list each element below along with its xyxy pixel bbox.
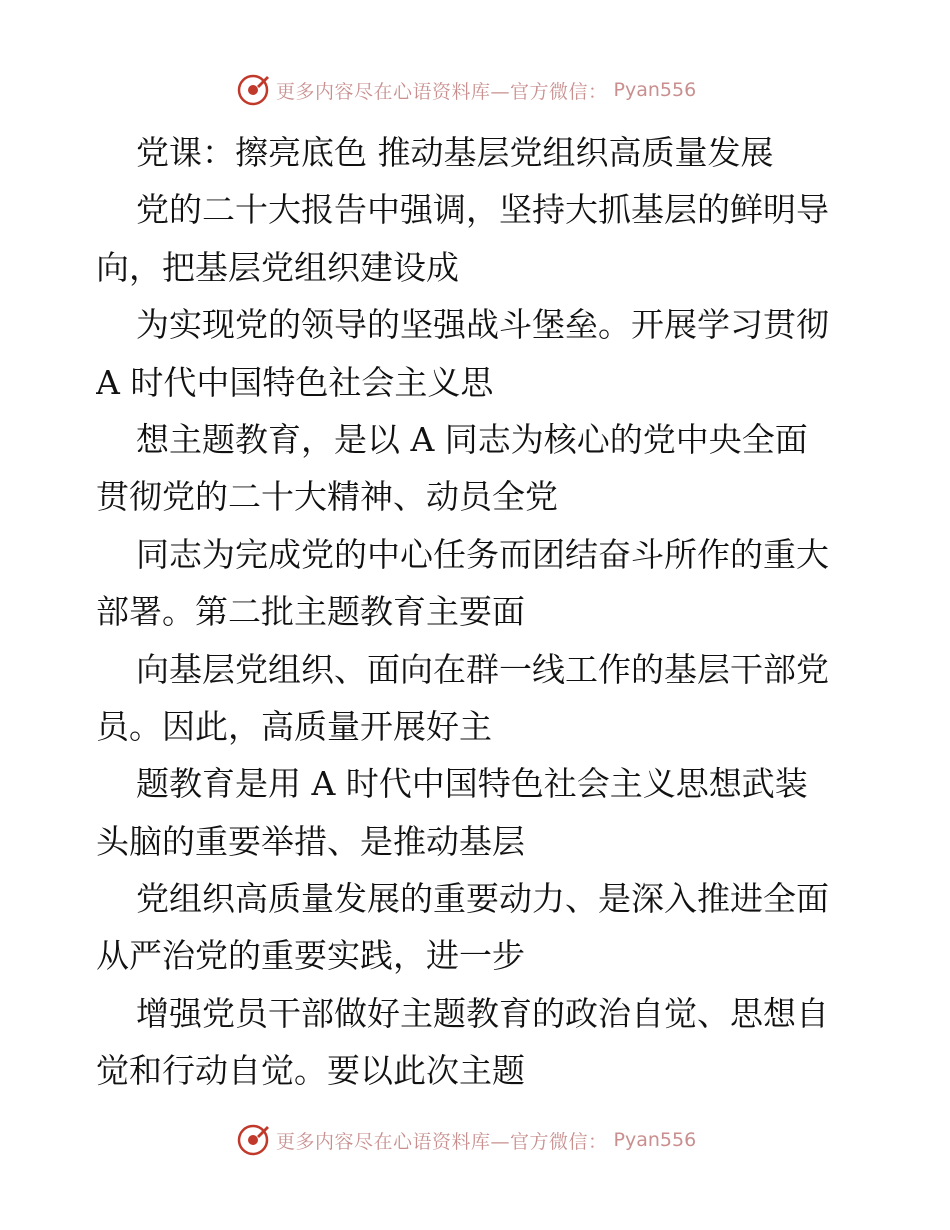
paragraph-line: 员。因此，高质量开展好主 [96, 706, 492, 746]
paragraph-line: 同志为完成党的中心任务而团结奋斗所作的重大 [136, 534, 829, 574]
pen-logo-icon [236, 73, 270, 107]
header-site-text: 更多内容尽在心语资料库—官方微信： [276, 80, 608, 103]
paragraph-line: 部署。第二批主题教育主要面 [96, 592, 525, 632]
document-body [96, 124, 866, 1100]
paragraph-line: 想主题教育，是以 A 同志为核心的党中央全面 [136, 419, 808, 459]
paragraph-line: 为实现党的领导的坚强战斗堡垒。开展学习贯彻 [136, 305, 829, 345]
paragraph-line: 向基层党组织、面向在群一线工作的基层干部党 [136, 649, 829, 689]
paragraph-line: 向，把基层党组织建设成 [96, 247, 459, 287]
paragraph-line: 党的二十大报告中强调，坚持大抓基层的鲜明导 [136, 190, 829, 230]
footer-wechat-id: Pyan556 [613, 1129, 697, 1151]
paragraph-line: A 时代中国特色社会主义思 [96, 362, 494, 402]
paragraph-line: 觉和行动自觉。要以此次主题 [96, 1051, 525, 1091]
footer-site-text: 更多内容尽在心语资料库—官方微信： [276, 1130, 608, 1153]
paragraph-line: 增强党员干部做好主题教育的政治自觉、思想自 [136, 993, 829, 1033]
header-watermark [236, 72, 696, 108]
header-wechat-id: Pyan556 [613, 79, 697, 101]
paragraph-line: 从严治党的重要实践，进一步 [96, 936, 525, 976]
paragraph-line: 题教育是用 A 时代中国特色社会主义思想武装 [136, 764, 808, 804]
pen-logo-icon [236, 1123, 270, 1157]
document-title: 党课：擦亮底色 推动基层党组织高质量发展 [136, 133, 774, 172]
paragraph-line: 党组织高质量发展的重要动力、是深入推进全面 [136, 879, 829, 919]
paragraph-line: 头脑的重要举措、是推动基层 [96, 821, 525, 861]
footer-watermark [236, 1122, 696, 1158]
paragraph-line: 贯彻党的二十大精神、动员全党 [96, 477, 558, 517]
